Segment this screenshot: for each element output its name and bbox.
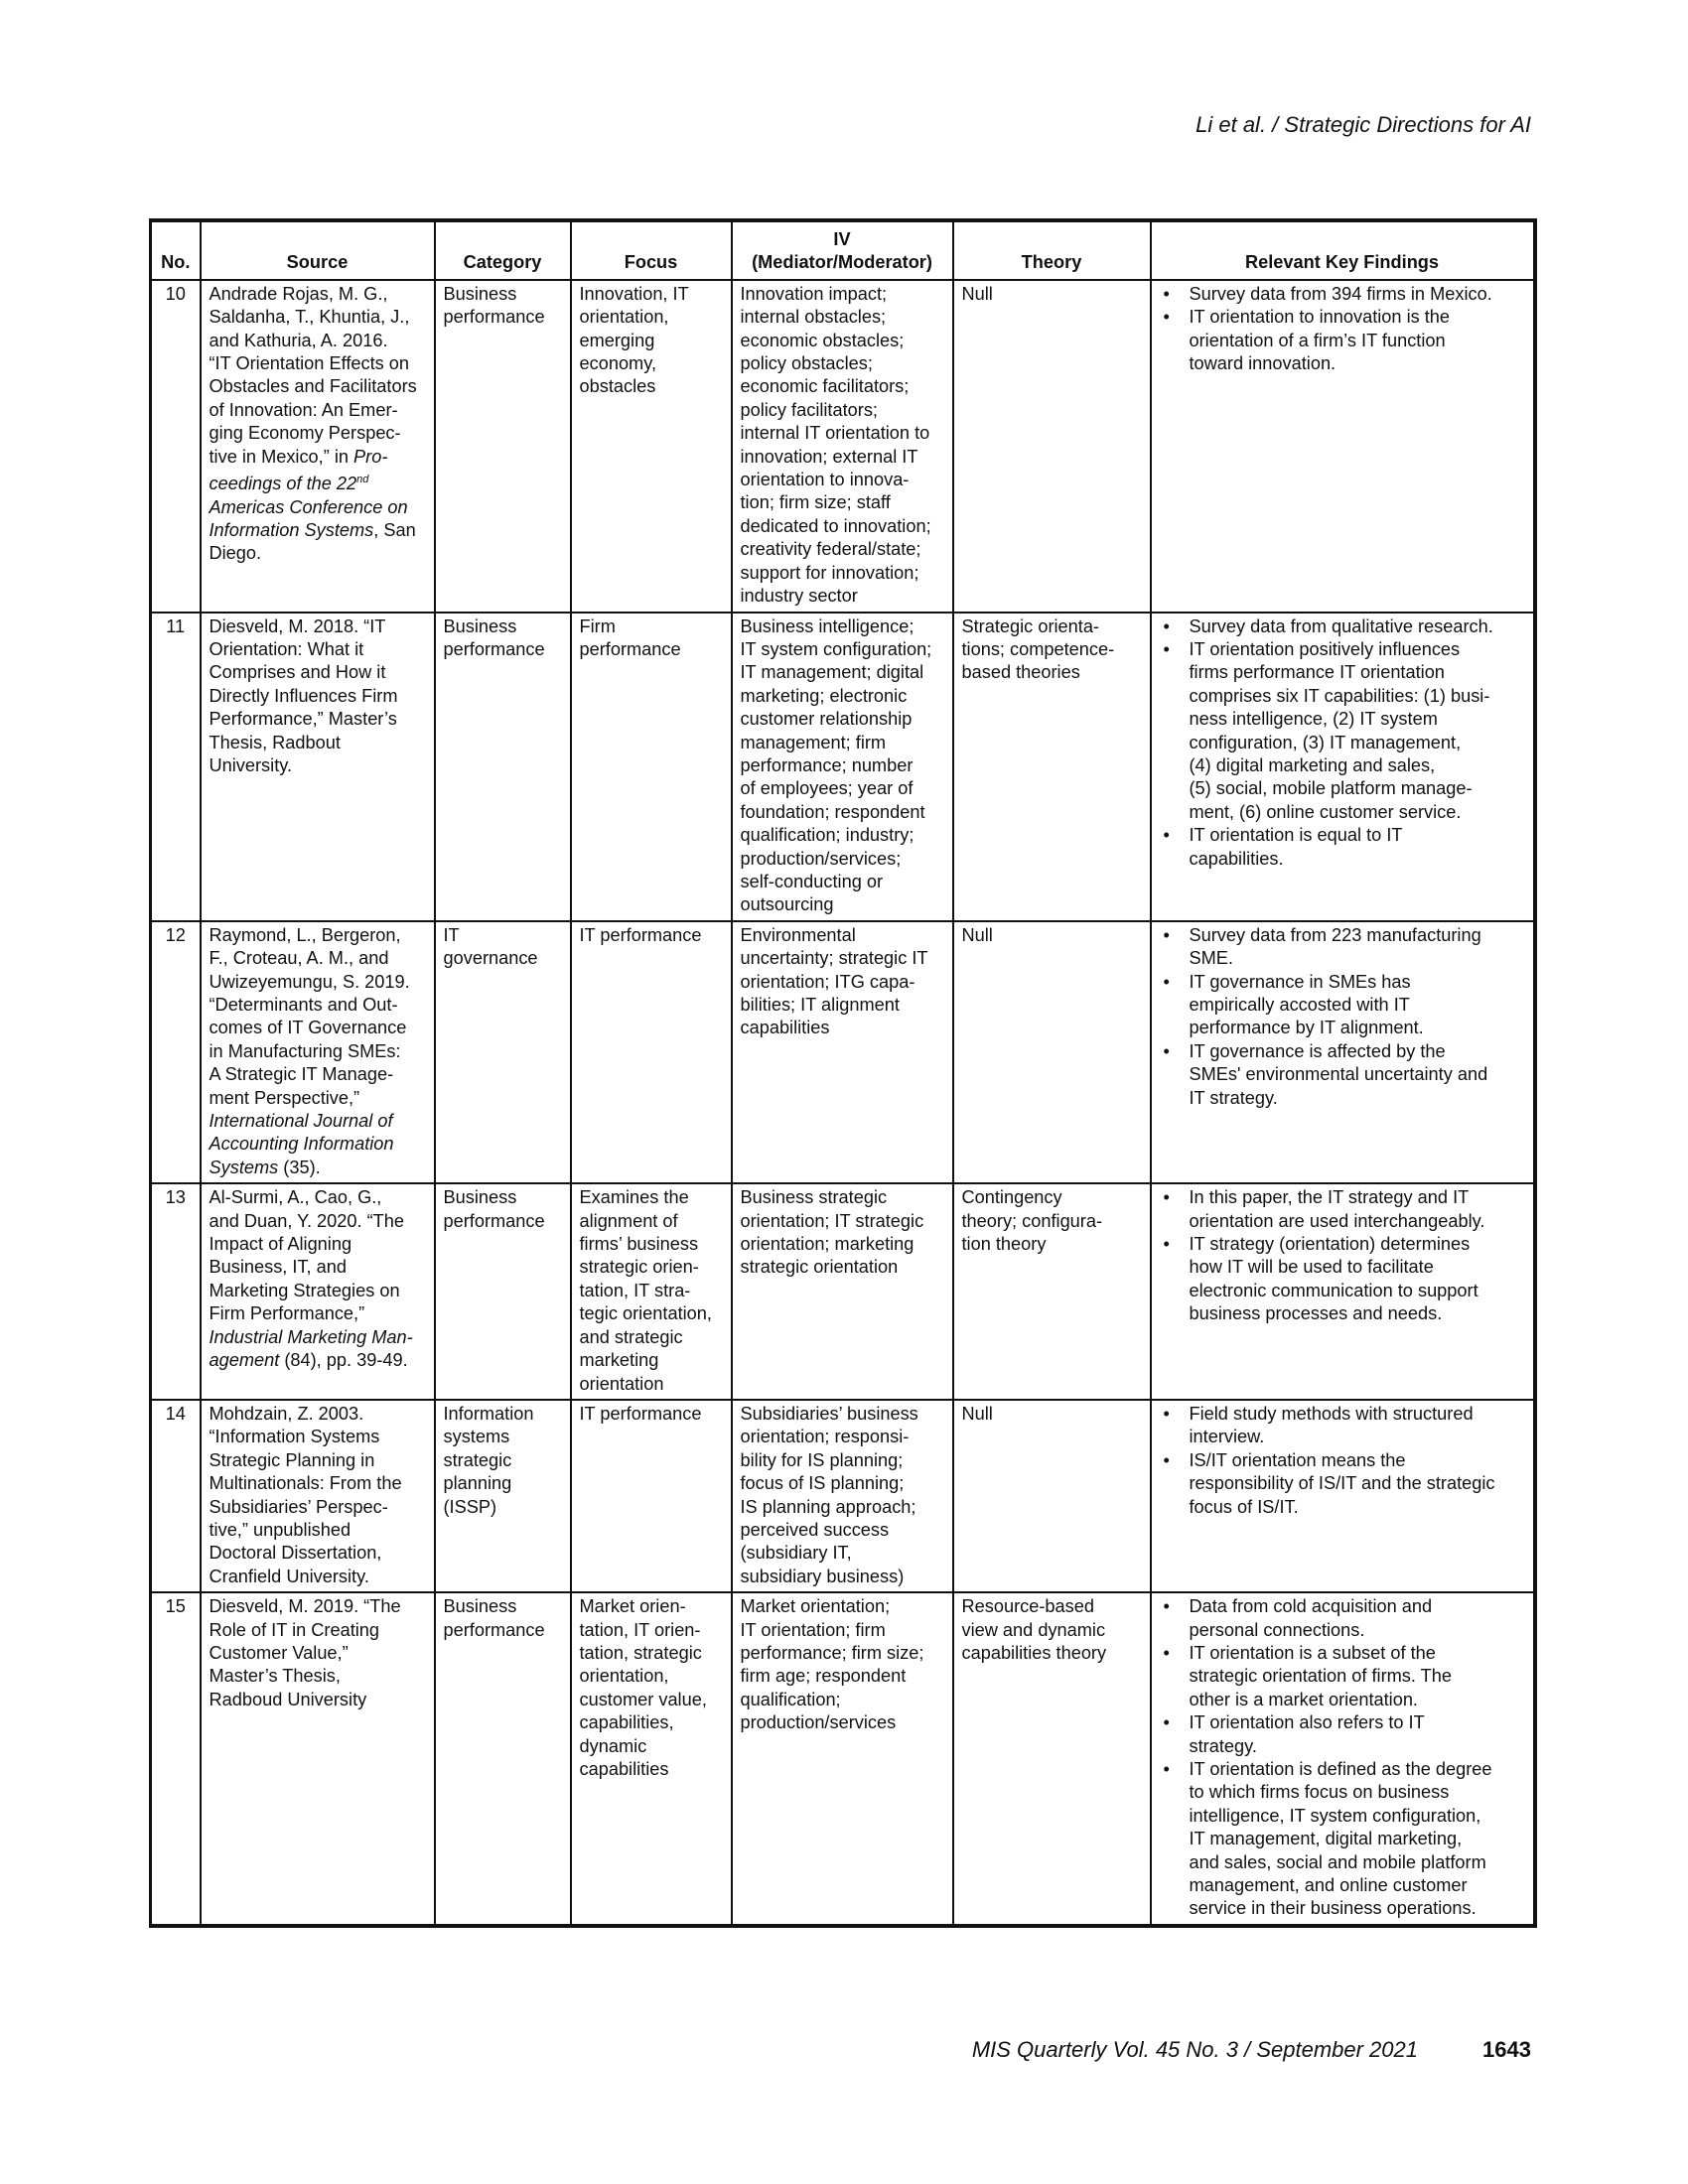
findings-list (1160, 1403, 1526, 1519)
cell-category-text: Business performance (443, 1596, 545, 1640)
ordinal-superscript: nd (356, 474, 369, 486)
finding-item: • IT orientation is a subset of the strategic orientation of firms. The other is a market orientation. (1190, 1642, 1526, 1711)
source-text: Performance,” Master’s (209, 709, 397, 730)
cell-iv-text: Environmental uncertainty; strategic IT orientation; ITG capa- bilities; IT alignment capabilities (740, 924, 928, 1038)
cell-theory-text: Contingency theory; configura- tion theory (961, 1187, 1103, 1255)
source-text: Comprises and How it (209, 662, 386, 683)
source-italic-text: agement (209, 1350, 280, 1371)
source-line (210, 1186, 427, 1209)
source-text: ment Perspective,” (209, 1087, 360, 1108)
cell-findings (1151, 1183, 1535, 1400)
cell-category-text: Business performance (443, 1187, 545, 1231)
cell-focus-text: Innovation, IT orientation, emerging economy, obstacles (579, 283, 689, 397)
table-header-row (151, 220, 1535, 280)
source-line (210, 399, 427, 422)
source-line (210, 1157, 427, 1179)
source-text: A Strategic IT Manage- (209, 1064, 394, 1085)
table-row (151, 1592, 1535, 1926)
source-text: Impact of Aligning (209, 1234, 352, 1255)
finding-item: • IS/IT orientation means the responsibility of IS/IT and the strategic focus of IS/IT. (1190, 1449, 1526, 1519)
source-line (210, 661, 427, 684)
source-text: Doctoral Dissertation, (209, 1543, 382, 1564)
running-head: Li et al. / Strategic Directions for AI (1196, 112, 1531, 137)
source-italic-text: Systems (209, 1157, 279, 1177)
cell-source (201, 1183, 435, 1400)
source-text: Directly Influences Firm (209, 685, 398, 706)
cell-focus (571, 280, 732, 613)
source-line (210, 924, 427, 947)
cell-focus (571, 921, 732, 1183)
column-header-no: No. (151, 220, 201, 280)
source-text: Radboud University (209, 1689, 367, 1709)
source-text: University. (209, 754, 293, 775)
source-text: “Information Systems (209, 1427, 380, 1447)
finding-item: • In this paper, the IT strategy and IT orientation are used interchangeably. (1190, 1186, 1526, 1233)
source-text: Cranfield University. (209, 1566, 369, 1586)
source-text: , San (373, 519, 416, 540)
source-italic-text: Accounting Information (209, 1134, 394, 1155)
source-line (210, 469, 427, 495)
source-line (210, 754, 427, 777)
literature-table-container (149, 218, 1533, 1928)
cell-category (435, 1183, 571, 1400)
source-line (210, 1210, 427, 1233)
cell-iv (732, 1183, 953, 1400)
source-line (210, 306, 427, 329)
cell-iv-text: Business intelligence; IT system configuration; IT management; digital marketing; electronic customer relationship management; firm performance; number of employees; year of foundation; respondent qualification; industry; production/services; self-conducting or outsourcing (740, 615, 932, 915)
source-line (210, 1642, 427, 1665)
cell-no-text: 10 (165, 283, 186, 304)
source-line (210, 1689, 427, 1711)
cell-category (435, 613, 571, 921)
cell-theory-text: Null (961, 283, 993, 304)
source-line (210, 947, 427, 970)
findings-list (1160, 615, 1526, 871)
source-line (210, 1256, 427, 1279)
cell-theory (953, 1183, 1151, 1400)
cell-focus-text: Firm performance (579, 615, 681, 659)
source-line (210, 519, 427, 542)
cell-findings (1151, 921, 1535, 1183)
table-row (151, 280, 1535, 613)
finding-item: • IT orientation also refers to IT strategy. (1190, 1711, 1526, 1758)
cell-theory-text: Null (961, 924, 993, 945)
source-italic-text: International Journal of (209, 1111, 393, 1132)
source-line (210, 615, 427, 638)
source-line (210, 1426, 427, 1448)
cell-no (151, 1183, 201, 1400)
cell-theory (953, 921, 1151, 1183)
source-line (210, 1087, 427, 1110)
source-italic-text: Information Systems (209, 519, 374, 540)
cell-category (435, 280, 571, 613)
source-text: and Duan, Y. 2020. “The (209, 1210, 405, 1231)
cell-category-text: IT governance (443, 924, 538, 969)
cell-no (151, 613, 201, 921)
source-text: Customer Value,” (209, 1642, 349, 1663)
source-line (210, 496, 427, 519)
cell-iv (732, 1400, 953, 1592)
page-number: 1643 (1482, 2037, 1531, 2062)
table-row (151, 1400, 1535, 1592)
table-row (151, 921, 1535, 1183)
table-row (151, 613, 1535, 921)
source-line (210, 994, 427, 1017)
source-text: tive,” unpublished (209, 1519, 352, 1540)
source-text: ging Economy Perspec- (209, 423, 401, 444)
source-text: and Kathuria, A. 2016. (209, 330, 388, 350)
source-text: F., Croteau, A. M., and (209, 948, 389, 969)
cell-findings (1151, 1592, 1535, 1926)
source-line (210, 1326, 427, 1349)
finding-item: • IT orientation is equal to IT capabilities. (1190, 824, 1526, 871)
source-line (210, 1040, 427, 1063)
cell-theory (953, 1400, 1151, 1592)
source-text: Thesis, Radbout (209, 732, 341, 752)
cell-source (201, 280, 435, 613)
column-header-theory: Theory (953, 220, 1151, 280)
cell-source (201, 921, 435, 1183)
source-text: comes of IT Governance (209, 1018, 407, 1038)
cell-focus (571, 613, 732, 921)
source-line (210, 638, 427, 661)
column-header-findings: Relevant Key Findings (1151, 220, 1535, 280)
source-text: Business, IT, and (209, 1257, 348, 1278)
source-text: Diesveld, M. 2018. “IT (209, 615, 386, 636)
cell-focus (571, 1400, 732, 1592)
cell-iv (732, 1592, 953, 1926)
finding-item: • Survey data from 223 manufacturing SME. (1190, 924, 1526, 971)
cell-findings (1151, 1400, 1535, 1592)
source-line (210, 1110, 427, 1133)
finding-item: • IT governance in SMEs has empirically accosted with IT performance by IT alignment. (1190, 971, 1526, 1040)
finding-item: • Field study methods with structured interview. (1190, 1403, 1526, 1449)
column-header-focus: Focus (571, 220, 732, 280)
source-line (210, 1403, 427, 1426)
cell-iv-text: Market orientation; IT orientation; firm performance; firm size; firm age; respondent qualification; production/services (740, 1596, 924, 1733)
source-line (210, 732, 427, 754)
source-text: (35). (278, 1157, 321, 1177)
table-row (151, 1183, 1535, 1400)
column-header-source: Source (201, 220, 435, 280)
cell-category-text: Business performance (443, 615, 545, 659)
source-text: tive in Mexico,” in (209, 446, 354, 467)
findings-list (1160, 1186, 1526, 1325)
source-text: Multinationals: From the (209, 1473, 402, 1494)
source-line (210, 1302, 427, 1325)
source-text: “IT Orientation Effects on (209, 353, 410, 374)
cell-no (151, 1400, 201, 1592)
source-text: Diesveld, M. 2019. “The (209, 1596, 401, 1617)
cell-no-text: 11 (166, 615, 186, 636)
cell-theory-text: Null (961, 1403, 993, 1424)
cell-no (151, 921, 201, 1183)
cell-no-text: 14 (165, 1403, 186, 1424)
cell-findings (1151, 280, 1535, 613)
finding-item: • Data from cold acquisition and personal connections. (1190, 1595, 1526, 1642)
source-line (210, 1619, 427, 1642)
finding-item: • IT orientation positively influences firms performance IT orientation comprises six IT capabilities: (1) busi- ness intelligence, (2) IT system configuration, (3) IT management, (4) digital marketing and sales, (5) social, mobile platform manage- ment, (6) online customer service. (1190, 638, 1526, 824)
source-line (210, 446, 427, 469)
source-line (210, 1519, 427, 1542)
cell-iv (732, 613, 953, 921)
column-header-iv: IV (Mediator/Moderator) (732, 220, 953, 280)
source-line (210, 1665, 427, 1688)
finding-item: • IT orientation is defined as the degree to which firms focus on business intelligence, IT system configuration, IT management, digital marketing, and sales, social and mobile platform management, and online customer service in their business operations. (1190, 1758, 1526, 1921)
source-line (210, 352, 427, 375)
source-line (210, 330, 427, 352)
source-text: Al-Surmi, A., Cao, G., (209, 1187, 382, 1208)
cell-focus-text: Examines the alignment of firms’ business strategic orien- tation, IT stra- tegic orientation, and strategic marketing orientation (579, 1187, 712, 1394)
source-italic-text: Americas Conference on (209, 496, 408, 517)
source-line (210, 685, 427, 708)
source-text: Subsidiaries’ Perspec- (209, 1496, 388, 1517)
footer-journal: MIS Quarterly Vol. 45 No. 3 / September 2021 (971, 2037, 1418, 2062)
source-text: Firm Performance,” (209, 1303, 365, 1324)
source-text: in Manufacturing SMEs: (209, 1040, 401, 1061)
cell-category (435, 1592, 571, 1926)
cell-focus (571, 1592, 732, 1926)
source-italic-text: ceedings of the 22nd (209, 474, 369, 494)
source-line (210, 1349, 427, 1372)
cell-source (201, 1592, 435, 1926)
cell-category-text: Business performance (443, 283, 545, 328)
source-line (210, 708, 427, 731)
column-header-category: Category (435, 220, 571, 280)
cell-theory-text: Strategic orienta- tions; competence- based theories (961, 615, 1115, 683)
cell-iv (732, 921, 953, 1183)
cell-iv-text: Subsidiaries’ business orientation; responsi- bility for IS planning; focus of IS planning; IS planning approach; perceived success (subsidiary IT, subsidiary business) (740, 1403, 918, 1586)
cell-theory (953, 1592, 1151, 1926)
source-italic-text: Pro- (353, 446, 388, 467)
cell-focus (571, 1183, 732, 1400)
source-line (210, 542, 427, 565)
cell-source (201, 613, 435, 921)
source-text: Andrade Rojas, M. G., (209, 283, 388, 304)
source-line (210, 1017, 427, 1039)
source-line (210, 1496, 427, 1519)
cell-iv-text: Innovation impact; internal obstacles; economic obstacles; policy obstacles; economic facilitators; policy facilitators; internal IT orientation to innovation; external IT orientation to innova- tion; firm size; staff dedicated to innovation; creativity federal/state; support for innovation; industry sector (740, 283, 931, 607)
source-line (210, 1280, 427, 1302)
source-text: Strategic Planning in (209, 1449, 375, 1470)
finding-item: • Survey data from 394 firms in Mexico. (1190, 283, 1526, 306)
source-text: (84), pp. 39-49. (279, 1350, 408, 1371)
source-line (210, 283, 427, 306)
cell-no (151, 1592, 201, 1926)
cell-theory (953, 613, 1151, 921)
cell-category (435, 1400, 571, 1592)
source-text: Raymond, L., Bergeron, (209, 924, 401, 945)
source-text: Uwizeyemungu, S. 2019. (209, 971, 410, 992)
cell-focus-text: IT performance (579, 924, 702, 945)
source-line (210, 1449, 427, 1472)
findings-list (1160, 1595, 1526, 1921)
source-text: Role of IT in Creating (209, 1619, 380, 1640)
source-text: “Determinants and Out- (209, 995, 398, 1015)
cell-category-text: Information systems strategic planning (ISSP) (443, 1403, 534, 1517)
source-text: Orientation: What it (209, 638, 364, 659)
source-text: Mohdzain, Z. 2003. (209, 1403, 364, 1424)
source-line (210, 1542, 427, 1565)
cell-iv-text: Business strategic orientation; IT strategic orientation; marketing strategic orientation (740, 1187, 924, 1278)
source-line (210, 971, 427, 994)
cell-category (435, 921, 571, 1183)
source-line (210, 1566, 427, 1588)
source-text: Master’s Thesis, (209, 1666, 341, 1687)
source-line (210, 422, 427, 445)
cell-no-text: 12 (165, 924, 186, 945)
cell-no-text: 13 (165, 1187, 186, 1208)
finding-item: • IT governance is affected by the SMEs' environmental uncertainty and IT strategy. (1190, 1040, 1526, 1110)
cell-source (201, 1400, 435, 1592)
source-text: Marketing Strategies on (209, 1280, 400, 1300)
findings-list (1160, 283, 1526, 376)
source-italic-text: Industrial Marketing Man- (209, 1326, 413, 1347)
cell-no (151, 280, 201, 613)
cell-no-text: 15 (165, 1596, 186, 1617)
source-text: Obstacles and Facilitators (209, 376, 417, 397)
findings-list (1160, 924, 1526, 1110)
cell-focus-text: IT performance (579, 1403, 702, 1424)
finding-item: • IT orientation to innovation is the orientation of a firm’s IT function toward innovation. (1190, 306, 1526, 375)
cell-theory-text: Resource-based view and dynamic capabilities theory (961, 1596, 1107, 1663)
literature-review-table (149, 218, 1537, 1928)
source-line (210, 1133, 427, 1156)
source-line (210, 1063, 427, 1086)
source-text: of Innovation: An Emer- (209, 399, 398, 420)
table-body (151, 280, 1535, 1926)
finding-item: • Survey data from qualitative research. (1190, 615, 1526, 638)
finding-item: • IT strategy (orientation) determines how IT will be used to facilitate electronic communication to support business processes and needs. (1190, 1233, 1526, 1326)
source-text: Diego. (209, 543, 262, 564)
cell-iv (732, 280, 953, 613)
cell-theory (953, 280, 1151, 613)
cell-focus-text: Market orien- tation, IT orien- tation, strategic orientation, customer value, capabilities, dynamic capabilities (579, 1596, 707, 1779)
source-line (210, 375, 427, 398)
cell-findings (1151, 613, 1535, 921)
source-line (210, 1233, 427, 1256)
source-line (210, 1595, 427, 1618)
source-line (210, 1472, 427, 1495)
source-text: Saldanha, T., Khuntia, J., (209, 307, 410, 328)
